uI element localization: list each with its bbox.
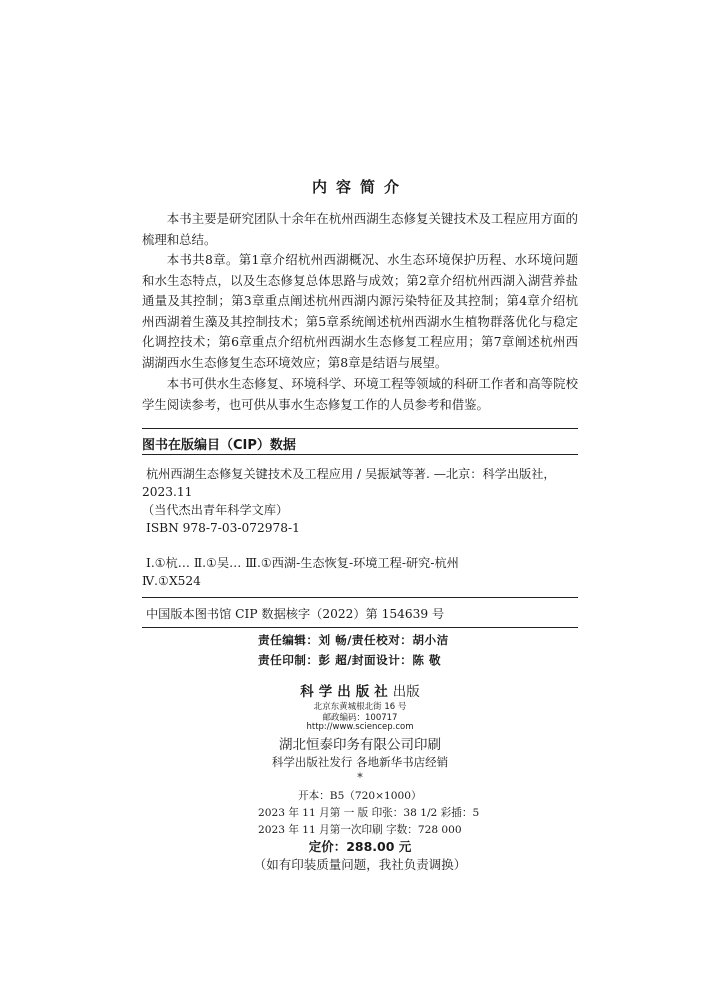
intro-paragraph-2: 本书共8章。第1章介绍杭州西湖概况、水生态环境保护历程、水环境问题和水生态特点，以及生态修复总体思路与成效；第2章介绍杭州西湖入湖营养盐通量及其控制；第3章重点阐述杭州西湖内源污染特征及其控制；第4章介绍杭州西湖着生藻及其控制技术；第5章系统阐述杭州西湖水生植物群落优化与稳定化调控技术；第6章重点介绍杭州西湖水生态修复工程应用；第7章阐述杭州西湖湖西水生态修复生态环境效应；第8章是结语与展望。 (142, 252, 578, 370)
separator-star: * (357, 771, 363, 784)
spec-printing: 2023 年 11 月第一次印刷 字数：728 000 (258, 824, 462, 836)
staff-line-production: 责任印制：彭 超/封面设计：陈 敬 (258, 653, 442, 667)
intro-paragraph-1: 本书主要是研究团队十余年在杭州西湖生态修复关键技术及工程应用方面的梳理和总结。 (142, 211, 578, 247)
staff-line-editors: 责任编辑：刘 畅/责任校对：胡小洁 (258, 633, 449, 647)
cip-class-line: Ⅳ.①X524 (142, 574, 201, 588)
cip-heading-rule (142, 454, 578, 455)
publisher-suffix: 出版 (392, 684, 420, 700)
printer-line: 湖北恒泰印务有限公司印刷 (279, 737, 441, 753)
cip-check-rule (142, 627, 578, 628)
cip-top-rule (142, 428, 578, 429)
cip-bottom-rule (142, 597, 578, 598)
spec-format: 开本：B5（720×1000） (298, 790, 422, 802)
cip-subject-line: Ⅰ.①杭… Ⅱ.①吴… Ⅲ.①西湖-生态恢复-环境工程-研究-杭州 (146, 556, 459, 570)
intro-title: 内容简介 (311, 178, 408, 196)
cip-isbn: ISBN 978-7-03-072978-1 (146, 521, 300, 535)
publisher-website: http://www.sciencep.com (306, 722, 414, 732)
cip-date: 2023.11 (142, 485, 193, 499)
publisher-postcode: 邮政编码：100717 (322, 713, 398, 723)
cip-series: （当代杰出青年科学文库） (142, 503, 289, 517)
distribution-line: 科学出版社发行 各地新华书店经销 (271, 755, 449, 769)
publisher-name (0, 680, 720, 700)
spec-edition: 2023 年 11 月第 一 版 印张：38 1/2 彩插：5 (258, 807, 480, 819)
cip-title-line: 杭州西湖生态修复关键技术及工程应用 / 吴振斌等著. —北京：科学出版社， (146, 467, 556, 481)
quality-notice: （如有印装质量问题，我社负责调换） (253, 857, 467, 872)
cip-heading: 图书在版编目（CIP）数据 (142, 438, 296, 453)
price: 定价：288.00 元 (308, 839, 412, 854)
publisher-address: 北京东黄城根北街 16 号 (313, 702, 407, 712)
cip-check-number: 中国版本图书馆 CIP 数据核字（2022）第 154639 号 (146, 607, 445, 621)
intro-paragraph-3: 本书可供水生态修复、环境科学、环境工程等领域的科研工作者和高等院校学生阅读参考，也可供从事水生态修复工作的人员参考和借鉴。 (142, 376, 578, 412)
publisher-name-text: 科学出版社 (300, 684, 393, 700)
